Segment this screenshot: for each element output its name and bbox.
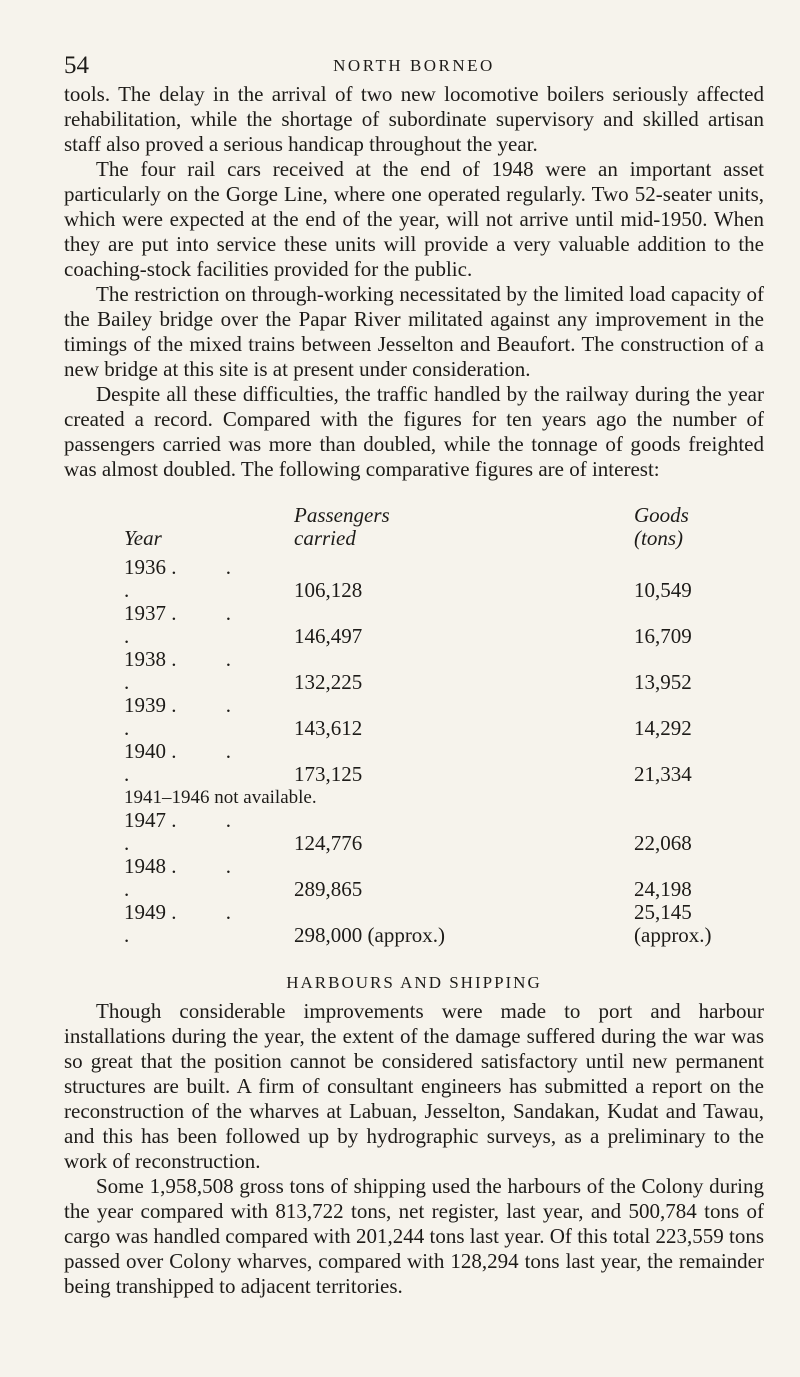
running-head: NORTH BORNEO [333, 56, 495, 75]
passengers-cell: 298,000 (approx.) [294, 923, 446, 947]
table-row: 1937 . . . 146,497 16,709 [124, 602, 764, 648]
year-cell: 1947 [124, 808, 166, 832]
goods-cell [634, 786, 764, 809]
table-row: 1939 . . . 143,612 14,292 [124, 694, 764, 740]
table-row: 1949 . . . 298,000 (approx.) 25,145 (approx.) [124, 901, 764, 947]
passengers-cell: 143,612 [294, 716, 363, 740]
paragraph: Despite all these difficulties, the traffic handled by the railway during the year created a record. Compared with the figures for ten years ago the number of passengers carried was more than doubled, while the tonnage of goods freighted was almost doubled. The following comparative figures are of interest: [64, 382, 764, 481]
section-title: HARBOURS AND SHIPPING [286, 973, 542, 992]
header-year: Year [124, 526, 162, 550]
page-header [64, 52, 764, 80]
goods-cell: 10,549 [634, 578, 692, 602]
year-cell: 1941–1946 [124, 787, 210, 808]
paragraph: The restriction on through-working necessitated by the limited load capacity of the Bailey bridge over the Papar River militated against any improvement in the timings of the mixed trains between Jesselton and Beaufort. The construction of a new bridge at this site is at present under consideration. [64, 282, 764, 381]
table-row: 1936 . . . 106,128 10,549 [124, 556, 764, 602]
goods-cell: 25,145 (approx.) [634, 900, 712, 947]
passengers-cell: not available. [214, 787, 317, 808]
header-passengers: Passengers [294, 503, 390, 527]
table-row [124, 786, 764, 809]
year-cell: 1949 [124, 900, 166, 924]
paragraph: tools. The delay in the arrival of two new locomotive boilers seriously affected rehabilitation, while the shortage of subordinate supervisory and skilled artisan staff also proved a serious handicap throughout the year. [64, 82, 764, 156]
table-row: 1938 . . . 132,225 13,952 [124, 648, 764, 694]
goods-cell: 14,292 [634, 716, 692, 740]
year-cell: 1940 [124, 739, 166, 763]
table-header-row [124, 527, 764, 550]
paragraph: Though considerable improvements were made to port and harbour installations during the year, the extent of the damage suffered during the war was so great that the position cannot be considered satisfactory until new permanent structures are built. A firm of consultant engineers has submitted a report on the reconstruction of the wharves at Labuan, Jesselton, Sandakan, Kudat and Tawau, and this has been followed up by hydrographic surveys, as a preliminary to the work of reconstruction. [64, 999, 764, 1173]
table-row: 1940 . . . 173,125 21,334 [124, 740, 764, 786]
passengers-cell: 146,497 [294, 624, 363, 648]
year-cell: 1939 [124, 693, 166, 717]
passengers-cell: 124,776 [294, 831, 363, 855]
goods-cell: 24,198 [634, 877, 692, 901]
passengers-cell: 106,128 [294, 578, 363, 602]
year-cell: 1948 [124, 854, 166, 878]
year-cell: 1938 [124, 647, 166, 671]
passengers-cell: 132,225 [294, 670, 363, 694]
goods-cell: 21,334 [634, 762, 692, 786]
document-page [64, 52, 764, 1299]
passengers-cell: 289,865 [294, 877, 363, 901]
header-tons: (tons) [634, 526, 683, 550]
page-number: 54 [64, 52, 89, 79]
paragraph: Some 1,958,508 gross tons of shipping used the harbours of the Colony during the year compared with 813,722 tons, net register, last year, and 500,784 tons of cargo was handled compared with 201,244 tons last year. Of this total 223,559 tons passed over Colony wharves, compared with 128,294 tons last year, the remainder being transhipped to adjacent territories. [64, 1174, 764, 1298]
goods-cell: 22,068 [634, 831, 692, 855]
railway-traffic-table [124, 504, 764, 947]
table-header-row [124, 504, 764, 527]
table-row: 1948 . . . 289,865 24,198 [124, 855, 764, 901]
table-row: 1947 . . . 124,776 22,068 [124, 809, 764, 855]
goods-cell: 13,952 [634, 670, 692, 694]
year-cell: 1937 [124, 601, 166, 625]
year-cell: 1936 [124, 555, 166, 579]
paragraph: The four rail cars received at the end of 1948 were an important asset particularly on the Gorge Line, where one operated regularly. Two 52-seater units, which were expected at the end of the year, will not arrive until mid-1950. When they are put into service these units will provide a very valuable addition to the coaching-stock facilities provided for the public. [64, 157, 764, 281]
goods-cell: 16,709 [634, 624, 692, 648]
header-carried: carried [294, 526, 356, 550]
header-goods: Goods [634, 503, 689, 527]
passengers-cell: 173,125 [294, 762, 363, 786]
